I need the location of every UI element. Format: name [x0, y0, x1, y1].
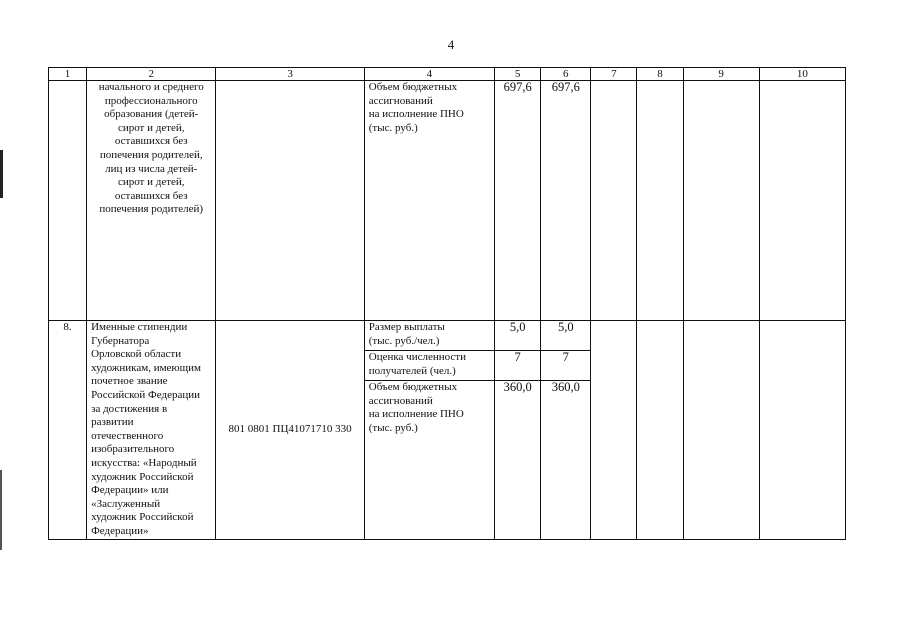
- description-line: почетное звание: [91, 375, 168, 388]
- value-col8: [637, 321, 683, 540]
- value-col6: 360,0: [541, 381, 591, 539]
- table-row-8-indicator-1: [49, 321, 846, 351]
- description-cell: [87, 321, 216, 540]
- indicator-line: получателей (чел.): [368, 364, 456, 377]
- indicator-line: (тыс. руб./чел.): [368, 334, 440, 347]
- indicator-line: ассигнований: [368, 394, 433, 407]
- description-line: художник Российской: [91, 511, 194, 524]
- description-line: профессионального: [104, 94, 198, 107]
- indicator-line: (тыс. руб.): [368, 421, 418, 434]
- description-line: развитии: [91, 416, 134, 429]
- description-line: Губернатора: [91, 334, 150, 347]
- value-col6: 5,0: [541, 321, 591, 351]
- description-line: Орловской области: [91, 348, 182, 361]
- table-row-continuation: [49, 81, 846, 321]
- description-line: отечественного: [91, 429, 164, 442]
- value-col5: 5,0: [495, 321, 541, 351]
- description-line: «Заслуженный: [91, 497, 161, 510]
- value-col6: 7: [541, 351, 591, 381]
- description-line: художникам, имеющим: [91, 361, 201, 374]
- description-line: начального и среднего: [98, 81, 204, 93]
- column-header: 10: [759, 68, 845, 81]
- description-line: художник Российской: [91, 470, 194, 483]
- indicator-line: (тыс. руб.): [368, 121, 418, 134]
- value-col5: 697,6: [495, 81, 541, 321]
- column-header: 8: [637, 68, 683, 81]
- indicator-line: на исполнение ПНО: [368, 408, 464, 421]
- description-line: оставшихся без: [114, 189, 188, 202]
- description-line: лиц из числа детей-: [105, 162, 198, 175]
- indicator-line: на исполнение ПНО: [368, 108, 464, 121]
- value-col7: [591, 81, 637, 321]
- value-col10: [759, 321, 845, 540]
- value-col7: [591, 321, 637, 540]
- column-header: 7: [591, 68, 637, 81]
- budget-table: [48, 67, 846, 540]
- column-header: 1: [49, 68, 87, 81]
- budget-code-cell: 801 0801 ПЦ41071710 330: [216, 321, 364, 540]
- description-line: оставшихся без: [114, 135, 188, 148]
- description-line: искусства: «Народный: [91, 456, 197, 469]
- column-header: 4: [364, 68, 494, 81]
- column-header: 9: [683, 68, 759, 81]
- binding-edge-mark-lower: [0, 470, 2, 550]
- description-line: попечения родителей): [99, 203, 204, 216]
- description-line: образования (детей-: [104, 108, 199, 121]
- description-cell: [87, 81, 216, 321]
- value-col5: 7: [495, 351, 541, 381]
- indicator-line: Объем бюджетных: [368, 81, 458, 93]
- index-cell: [49, 81, 87, 321]
- column-header: 5: [495, 68, 541, 81]
- page-number: 4: [447, 37, 455, 52]
- indicator-cell: [364, 321, 494, 351]
- column-header: 6: [541, 68, 591, 81]
- value-col6: 697,6: [541, 81, 591, 321]
- description-line: Федерации» или: [91, 484, 169, 497]
- description-line: Федерации»: [91, 524, 149, 537]
- indicator-cell: [364, 351, 494, 381]
- column-header: 3: [216, 68, 364, 81]
- description-line: за достижения в: [91, 402, 168, 415]
- column-header: 2: [87, 68, 216, 81]
- code-cell: [216, 81, 364, 321]
- row-index: 8.: [49, 321, 87, 540]
- indicator-line: Оценка численности: [368, 351, 466, 364]
- column-number-row: [49, 68, 846, 81]
- description-line: Именные стипендии: [91, 321, 188, 333]
- value-col8: [637, 81, 683, 321]
- description-line: изобразительного: [91, 443, 175, 456]
- value-col5: 360,0: [495, 381, 541, 539]
- value-col9: [683, 81, 759, 321]
- description-line: сирот и детей,: [117, 176, 185, 189]
- description-line: Российской Федерации: [91, 388, 201, 401]
- value-col10: [759, 81, 845, 321]
- indicator-cell: [364, 81, 494, 321]
- description-line: сирот и детей,: [117, 121, 185, 134]
- binding-edge-mark: [0, 150, 3, 198]
- indicator-line: Размер выплаты: [368, 321, 445, 333]
- indicator-line: Объем бюджетных: [368, 381, 458, 394]
- indicator-cell: [364, 381, 494, 539]
- description-line: попечения родителей,: [99, 148, 203, 161]
- indicator-line: ассигнований: [368, 94, 433, 107]
- value-col9: [683, 321, 759, 540]
